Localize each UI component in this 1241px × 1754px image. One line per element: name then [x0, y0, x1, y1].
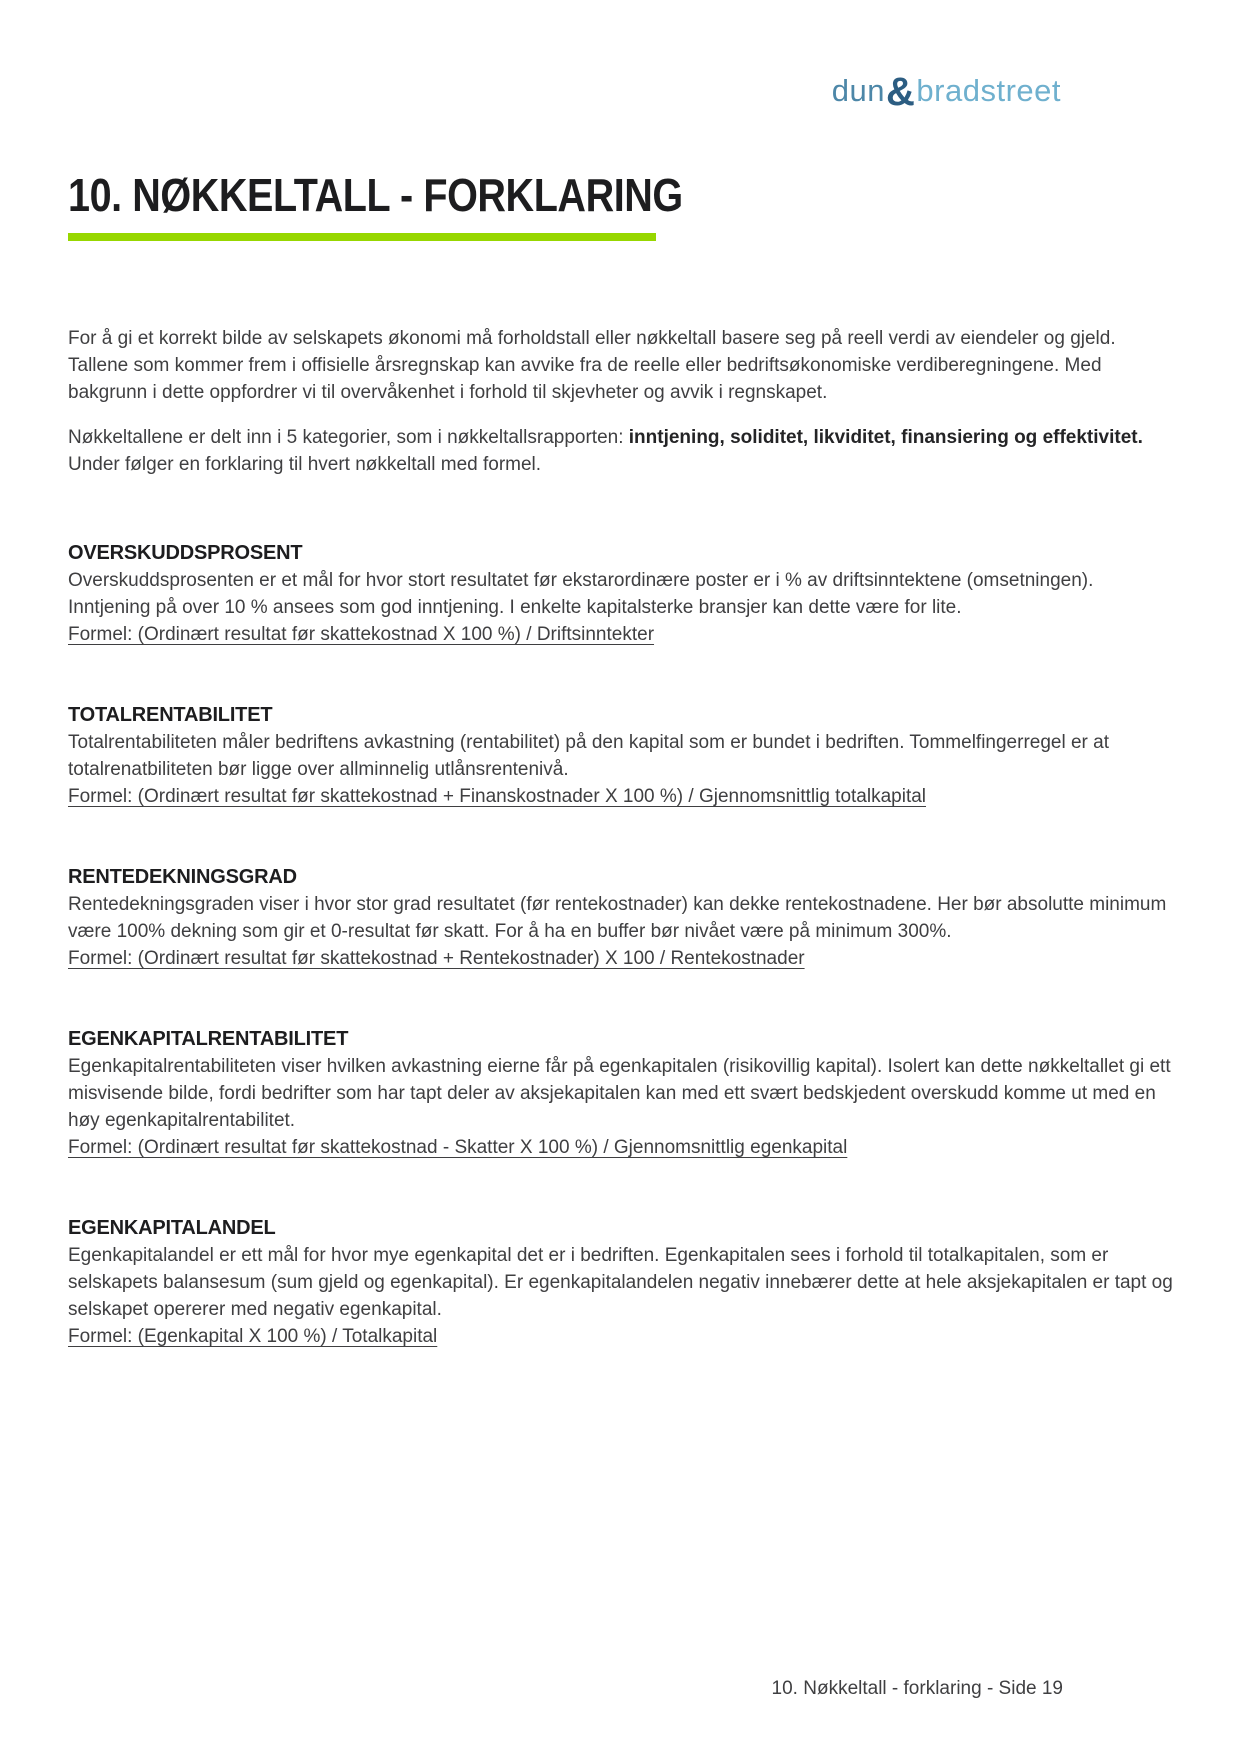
page-footer: 10. Nøkkeltall - forklaring - Side 19 — [771, 1678, 1063, 1699]
section-formula: Formel: (Ordinært resultat før skattekostnad - Skatter X 100 %) / Gjennomsnittlig egenkapital — [68, 1136, 848, 1158]
intro-paragraph-2-categories: inntjening, soliditet, likviditet, finansiering og effektivitet. — [628, 426, 1143, 448]
section-formula: Formel: (Egenkapital X 100 %) / Totalkapital — [68, 1325, 438, 1347]
section-body: Egenkapitalandel er ett mål for hvor mye egenkapital det er i bedriften. Egenkapitalen sees i forhold til totalkapitalen, som er selskapets balansesum (sum gjeld og egenkapital). Er egenkapitalandelen negativ innebærer dette at hele aksjekapitalen er tapt og selskapet opererer med negativ egenkapital. — [68, 1244, 1173, 1320]
section-body: Rentedekningsgraden viser i hvor stor grad resultatet (før rentekostnader) kan dekke rentekostnadene. Her bør absolutte minimum være 100% dekning som gir et 0-resultat før skatt. For å ha en buffer bør nivået være på minimum 300%. — [68, 893, 1167, 942]
section-heading: OVERSKUDDSPROSENT — [68, 541, 303, 564]
section-totalrentabilitet — [68, 702, 1175, 810]
dun-bradstreet-logo — [832, 72, 1061, 112]
section-formula: Formel: (Ordinært resultat før skattekostnad X 100 %) / Driftsinntekter — [68, 623, 655, 645]
section-heading: RENTEDEKNINGSGRAD — [68, 865, 297, 888]
section-formula: Formel: (Ordinært resultat før skattekostnad + Rentekostnader) X 100 / Rentekostnader — [68, 947, 805, 969]
title-underline-bar — [68, 233, 656, 241]
section-rentedekningsgrad — [68, 864, 1175, 972]
section-formula: Formel: (Ordinært resultat før skattekostnad + Finanskostnader X 100 %) / Gjennomsnittlig totalkapital — [68, 785, 927, 807]
intro-paragraph-2-lead: Nøkkeltallene er delt inn i 5 kategorier, som i nøkkeltallsrapporten: — [68, 426, 629, 448]
section-heading: EGENKAPITALANDEL — [68, 1216, 276, 1239]
logo-text-bradstreet: bradstreet — [916, 73, 1061, 108]
logo-text-dun: dun — [831, 73, 886, 108]
section-body: Overskuddsprosenten er et mål for hvor stort resultatet før ekstarordinære poster er i % av driftsinntektene (omsetningen). Inntjening på over 10 % ansees som god inntjening. I enkelte kapitalsterke bransjer kan dette være for lite. — [68, 569, 1094, 618]
intro-paragraph-2-tail: Under følger en forklaring til hvert nøkkeltall med formel. — [68, 453, 542, 475]
section-egenkapitalrentabilitet — [68, 1026, 1175, 1161]
section-body: Egenkapitalrentabiliteten viser hvilken avkastning eierne får på egenkapitalen (risikovillig kapital). Isolert kan dette nøkkeltallet gi ett misvisende bilde, fordi bedrifter som har tapt deler av aksjekapitalen kan med ett svært bedskjedent overskudd komme ut med en høy egenkapitalrentabilitet. — [68, 1055, 1171, 1131]
intro-paragraph-2 — [68, 424, 1175, 478]
section-overskuddsprosent — [68, 540, 1175, 648]
section-heading: TOTALRENTABILITET — [68, 703, 273, 726]
section-body: Totalrentabiliteten måler bedriftens avkastning (rentabilitet) på den kapital som er bundet i bedriften. Tommelfingerregel er at totalrenatbiliteten bør ligge over allminnelig utlånsrentenivå. — [68, 731, 1109, 780]
intro-paragraph-1: For å gi et korrekt bilde av selskapets økonomi må forholdstall eller nøkkeltall basere seg på reell verdi av eiendeler og gjeld. Tallene som kommer frem i offisielle årsregnskap kan avvike fra de reelle eller bedriftsøkonomiske verdiberegningene. Med bakgrunn i dette oppfordrer vi til overvåkenhet i forhold til skjevheter og avvik i regnskapet. — [68, 327, 1116, 403]
section-egenkapitalandel — [68, 1215, 1175, 1350]
page-title: 10. NØKKELTALL - FORKLARING — [68, 169, 683, 221]
section-heading: EGENKAPITALRENTABILITET — [68, 1027, 349, 1050]
logo-ampersand-icon: & — [886, 70, 916, 114]
